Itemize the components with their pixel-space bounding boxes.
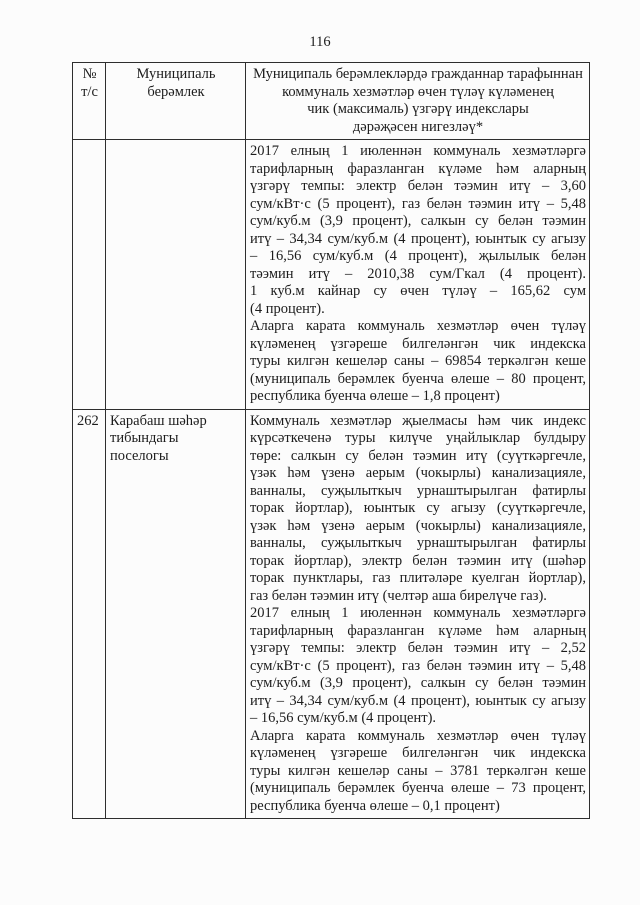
text-line: Карабаш шәһәр: [110, 412, 207, 429]
text-line: чик (максималь) үзгәрү индекслары: [307, 101, 529, 117]
text-line: итү – 34,34 сум/куб.м (4 процент), юынтык су агызу: [250, 230, 586, 247]
cell-number: [73, 140, 106, 410]
text-line: итү – 34,34 сум/куб.м (4 процент), юынтык су агызу: [250, 692, 586, 709]
text-line: үзгәрү темпы: электр белән тәэмин итү – 3,60: [250, 178, 586, 194]
row-number: 262: [77, 412, 99, 429]
text-line: 2017 елның 1 июленнән коммуналь хезмәтләргә: [250, 143, 586, 159]
text-line: газ белән тәэмин итү (челтәр аша бирелүче газ).: [250, 587, 547, 604]
text-line: тибындагы: [110, 430, 179, 446]
text-line: күрсәткеченә туры килүче уңайлыклар булдыру: [250, 430, 586, 446]
text-line: туры килгән кешеләр саны – 3781 теркәлгән кеше: [250, 762, 586, 779]
paragraph: [250, 318, 586, 406]
table-row: [73, 409, 590, 819]
text-line: т/с: [81, 83, 98, 100]
cell-municipality: [106, 409, 246, 819]
text-line: тәэмин итү – 2010,38 сум/Гкал (4 процент).: [250, 265, 586, 282]
text-line: 1 куб.м кайнар су өчен түләү – 165,62 сум: [250, 283, 586, 299]
table-header-row: [73, 63, 590, 140]
text-line: Аларга карата коммуналь хезмәтләр өчен түләү: [250, 727, 586, 744]
cell-municipality: [106, 140, 246, 410]
text-line: дәрәҗәсен нигезләү*: [352, 118, 484, 135]
text-line: коммуналь хезмәтләр өчен түләү күләменең: [282, 83, 554, 100]
text-line: 2017 елның 1 июленнән коммуналь хезмәтләргә: [250, 605, 586, 621]
text-line: Коммуналь хезмәтләр җыелмасы һәм чик индекс: [250, 412, 586, 429]
cell-justification: [246, 409, 590, 819]
text-line: туры килгән кешеләр саны – 69854 теркәлгән кеше: [250, 353, 586, 369]
paragraph: [250, 605, 586, 728]
text-line: №: [82, 66, 97, 82]
text-line: төре: салкын су белән тәэмин итү (суүткәргечле,: [250, 447, 586, 464]
cell-number: [73, 409, 106, 819]
paragraph: [250, 413, 586, 606]
text-line: үзәк һәм үзенә аерым (чокырлы) канализацияле,: [250, 465, 586, 481]
text-line: (муниципаль берәмлек буенча өлеше – 73 процент,: [250, 780, 586, 796]
text-line: (4 процент).: [250, 300, 325, 317]
text-line: республика буенча өлеше – 1,8 процент): [250, 388, 500, 404]
text-line: – 16,56 сум/куб.м (4 процент).: [250, 710, 437, 726]
text-line: сум/кВт·с (5 процент), газ белән тәэмин итү – 5,48: [250, 657, 586, 674]
paragraph: [250, 143, 586, 318]
text-line: берәмлек: [147, 83, 205, 100]
text-line: Муниципаль: [136, 66, 216, 82]
text-line: күләменең үзгәреше билгеләнгән чик индекска: [250, 745, 586, 761]
text-line: Аларга карата коммуналь хезмәтләр өчен түләү: [250, 318, 586, 334]
text-line: тарифларның фаразланган күләме һәм аларның: [250, 622, 586, 639]
header-cell-justification: [246, 63, 590, 140]
text-line: үзгәрү темпы: электр белән тәэмин итү – 2,52: [250, 640, 586, 656]
text-line: Муниципаль берәмлекләрдә гражданнар тарафыннан: [253, 66, 583, 82]
header-cell-municipality: [106, 63, 246, 140]
header-cell-number: [73, 63, 106, 140]
page-number: 116: [309, 34, 331, 50]
paragraph: [250, 728, 586, 816]
text-line: тарифларның фаразланган күләме һәм аларның: [250, 160, 586, 177]
cell-justification: [246, 140, 590, 410]
text-line: сум/куб.м (3,9 процент), салкын су белән тәэмин: [250, 675, 586, 691]
text-line: ванналы, суҗылыткыч урнаштырылган фатирлы: [250, 482, 586, 499]
text-line: сум/кВт·с (5 процент), газ белән тәэмин итү – 5,48: [250, 195, 586, 212]
text-line: күләменең үзгәреше билгеләнгән чик индекска: [250, 335, 586, 352]
text-line: (муниципаль берәмлек буенча өлеше – 80 процент,: [250, 370, 586, 387]
text-line: ванналы, суҗылыткыч урнаштырылган фатирлы: [250, 535, 586, 551]
text-line: торак пунктлары, газ плитәләре куелган йортлар),: [250, 570, 586, 586]
text-line: торак йортлар), электр белән тәэмин итү (шәһәр: [250, 552, 586, 569]
text-line: республика буенча өлеше – 0,1 процент): [250, 797, 500, 814]
text-line: торак йортлар), юынтык су агызу (суүткәргечле,: [250, 500, 586, 516]
text-line: үзәк һәм үзенә аерым (чокырлы) канализацияле,: [250, 517, 586, 534]
text-line: поселогы: [110, 447, 169, 464]
data-table: [72, 62, 590, 819]
text-line: – 16,56 сум/куб.м (4 процент), җылылык белән: [250, 248, 586, 264]
table-row: [73, 140, 590, 410]
text-line: сум/куб.м (3,9 процент), салкын су белән тәэмин: [250, 213, 586, 229]
